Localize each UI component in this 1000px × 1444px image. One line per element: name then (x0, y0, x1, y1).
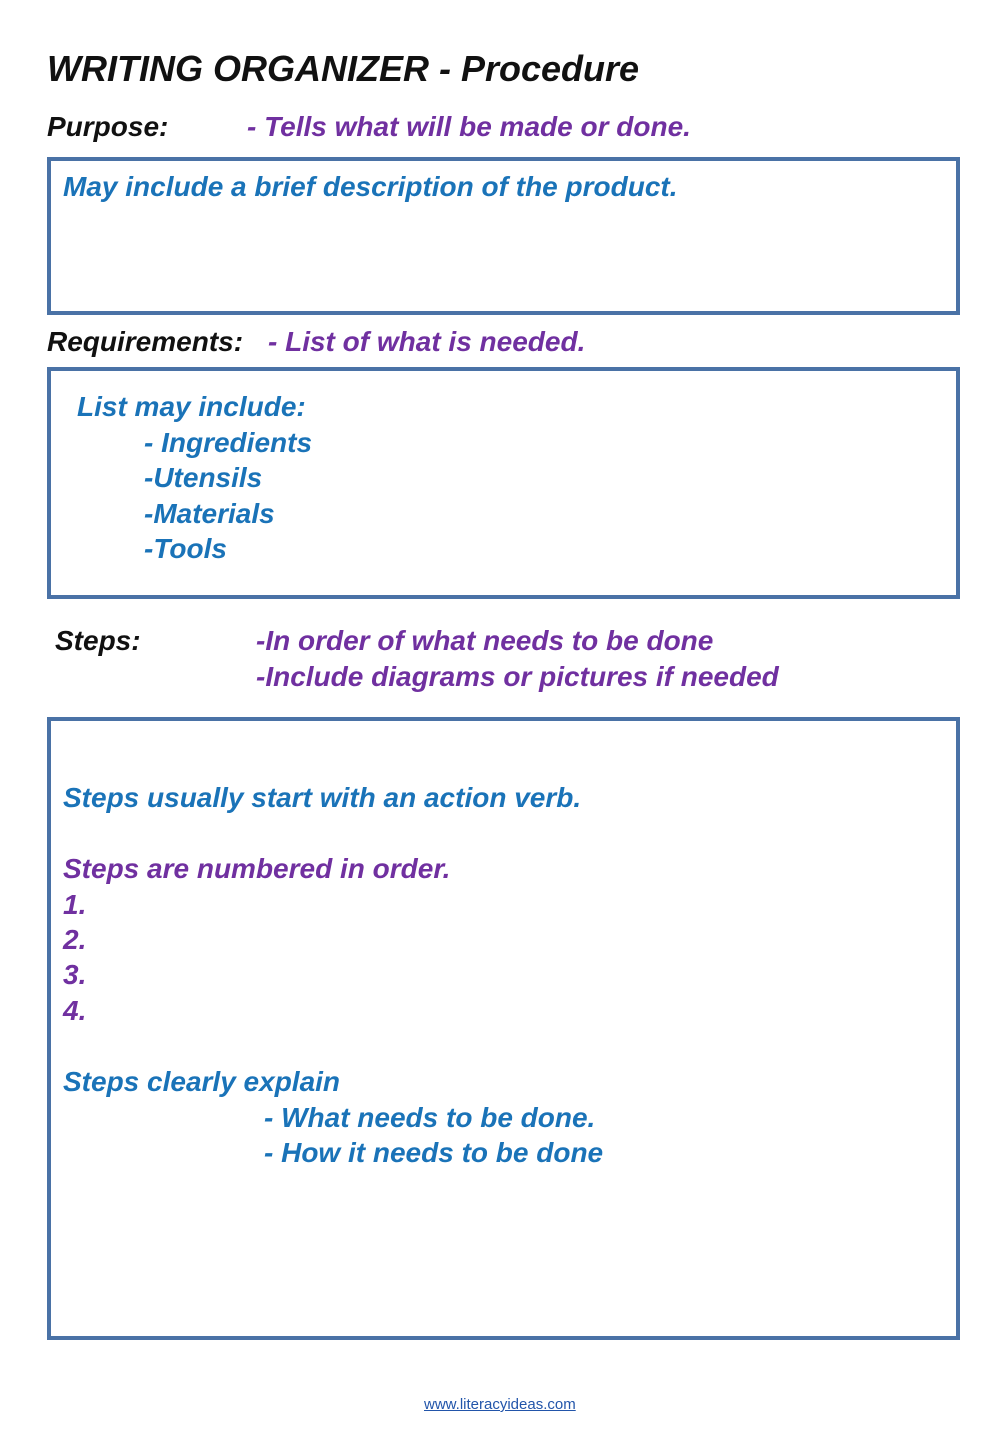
purpose-box[interactable] (47, 157, 960, 315)
steps-action-verb: Steps usually start with an action verb. (63, 782, 582, 813)
requirements-item: - Ingredients (144, 427, 313, 458)
requirements-item: -Utensils (144, 462, 263, 493)
requirements-list-intro: List may include: (77, 391, 306, 422)
steps-numbered: Steps are numbered in order. (63, 853, 451, 884)
purpose-box-text: May include a brief description of the product. (63, 171, 678, 202)
step-number: 4. (63, 995, 87, 1026)
steps-hint: -In order of what needs to be done (256, 625, 714, 656)
page-title: WRITING ORGANIZER - Procedure (47, 48, 640, 89)
footer-link[interactable]: www.literacyideas.com (424, 1396, 576, 1413)
requirements-label: Requirements: (47, 326, 244, 357)
steps-explain-item: - What needs to be done. (264, 1102, 596, 1133)
purpose-label: Purpose: (47, 111, 169, 142)
step-number: 2. (63, 924, 87, 955)
steps-label: Steps: (55, 625, 141, 656)
step-number: 1. (63, 889, 87, 920)
step-number: 3. (63, 959, 87, 990)
purpose-hint: - Tells what will be made or done. (247, 111, 691, 142)
steps-explain-item: - How it needs to be done (264, 1137, 604, 1168)
requirements-box[interactable] (47, 367, 960, 599)
steps-hint: -Include diagrams or pictures if needed (256, 661, 779, 692)
requirements-item: -Materials (144, 498, 275, 529)
requirements-item: -Tools (144, 533, 227, 564)
requirements-hint: - List of what is needed. (268, 326, 586, 357)
steps-explain: Steps clearly explain (63, 1066, 341, 1097)
steps-box[interactable] (47, 717, 960, 1340)
